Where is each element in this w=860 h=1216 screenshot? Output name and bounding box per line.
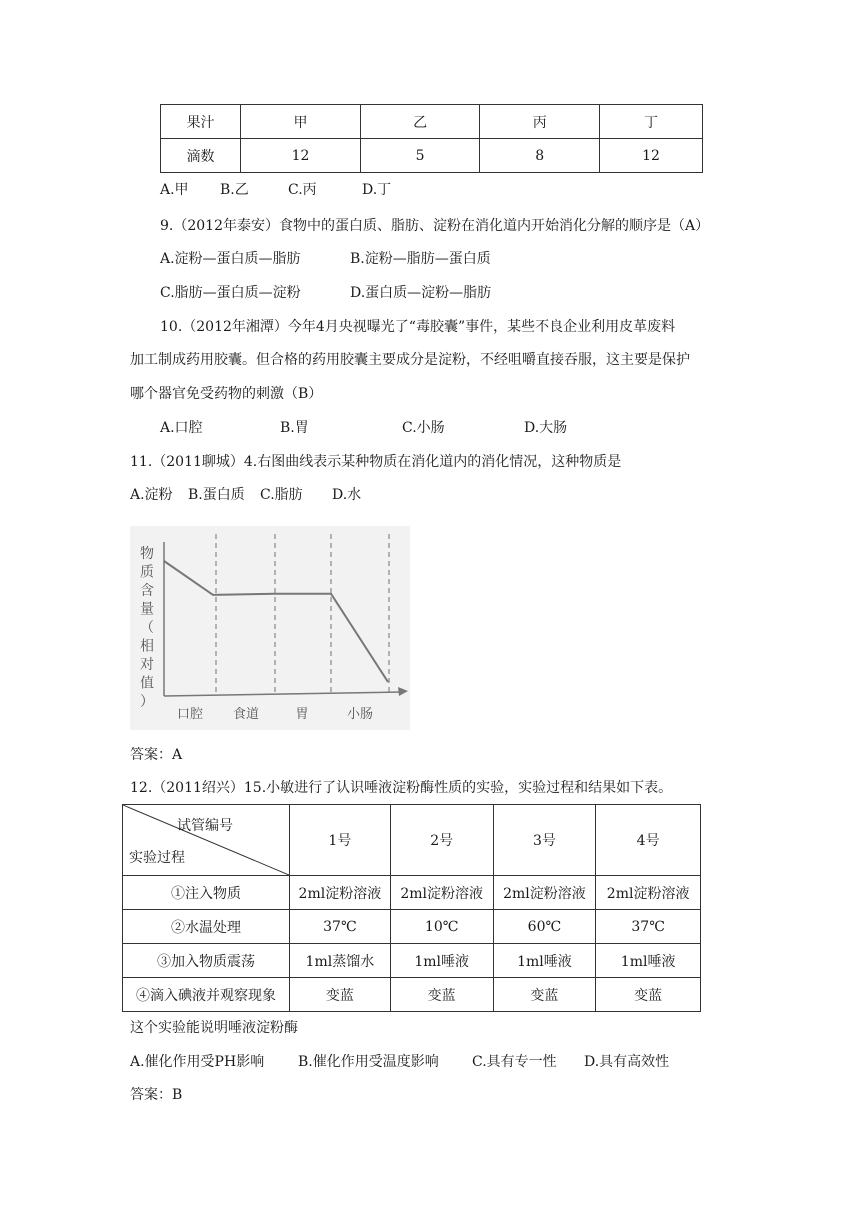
x-tick-labels — [177, 707, 373, 722]
table-cell: 2ml淀粉溶液 — [493, 876, 596, 910]
q12-options — [130, 1052, 669, 1072]
x-tick-label: 胃 — [295, 707, 309, 722]
q8-options — [160, 180, 391, 200]
option: D.水 — [332, 487, 362, 503]
table-cell: 滴数 — [161, 139, 241, 173]
option: D.蛋白质—淀粉—脂肪 — [350, 285, 492, 301]
option: A.口腔 — [160, 420, 203, 436]
digestion-curve-svg — [130, 526, 410, 730]
table-cell: 乙 — [360, 105, 480, 139]
table-cell: 1ml唾液 — [390, 944, 493, 978]
table-cell: 1ml唾液 — [493, 944, 596, 978]
region-dividers — [216, 534, 389, 696]
column-header: 1号 — [290, 805, 391, 876]
table-cell: 变蓝 — [596, 978, 701, 1012]
x-axis-arrow — [398, 687, 408, 696]
x-tick-label: 口腔 — [176, 707, 204, 722]
option: B.淀粉—脂肪—蛋白质 — [350, 251, 491, 267]
option: B.乙 — [220, 182, 249, 198]
table-cell: 甲 — [241, 105, 361, 139]
y-axis-label-text: 物质含量（相对值） — [140, 546, 154, 710]
table-cell: 2ml淀粉溶液 — [390, 876, 493, 910]
option: C.脂肪 — [260, 487, 303, 503]
q9-options-row1 — [160, 249, 491, 269]
x-tick-label: 小肠 — [346, 707, 374, 722]
option: C.小肠 — [402, 420, 445, 436]
table-cell: 1ml蒸馏水 — [290, 944, 391, 978]
table-cell: 丁 — [600, 105, 703, 139]
option: D.大肠 — [524, 420, 568, 436]
x-axis — [164, 692, 402, 696]
x-tick-label: 食道 — [232, 707, 260, 722]
option: D.具有高效性 — [584, 1054, 670, 1070]
row-label: ④滴入碘液并观察现象 — [123, 978, 290, 1012]
table-cell: 丙 — [480, 105, 600, 139]
table-cell: 2ml淀粉溶液 — [290, 876, 391, 910]
column-header: 4号 — [596, 805, 701, 876]
table-cell: 37℃ — [290, 910, 391, 944]
column-header: 2号 — [390, 805, 493, 876]
q9-options-row2 — [160, 283, 491, 303]
row-label: ②水温处理 — [123, 910, 290, 944]
corner-top-label: 试管编号 — [177, 818, 233, 834]
option: A.甲 — [160, 182, 189, 198]
option: B.胃 — [280, 420, 309, 436]
option: B.蛋白质 — [188, 487, 245, 503]
table-cell: 2ml淀粉溶液 — [596, 876, 701, 910]
q12-answer: 答案：B — [130, 1087, 183, 1103]
table-cell: 37℃ — [596, 910, 701, 944]
q10-options — [160, 418, 567, 438]
option: C.脂肪—蛋白质—淀粉 — [160, 285, 301, 301]
option: C.具有专一性 — [472, 1054, 557, 1070]
row-label: ①注入物质 — [123, 876, 290, 910]
digestion-curve-chart — [130, 526, 410, 730]
q12-conclusion: 这个实验能说明唾液淀粉酶 — [130, 1020, 298, 1036]
table-cell: 12 — [241, 139, 361, 173]
column-header: 3号 — [493, 805, 596, 876]
q11-options — [130, 485, 361, 505]
table-cell: 12 — [600, 139, 703, 173]
table-cell: 变蓝 — [493, 978, 596, 1012]
table-cell: 变蓝 — [390, 978, 493, 1012]
table-cell: 60℃ — [493, 910, 596, 944]
table-cell: 8 — [480, 139, 600, 173]
row-label: ③加入物质震荡 — [123, 944, 290, 978]
q10-line3: 哪个器官免受药物的刺激（B） — [130, 386, 323, 402]
option: C.丙 — [288, 182, 317, 198]
option: D.丁 — [362, 182, 392, 198]
experiment-table — [122, 804, 701, 1012]
option: A.催化作用受PH影响 — [130, 1054, 265, 1070]
option: B.催化作用受温度影响 — [298, 1054, 439, 1070]
q11-stem: 11.（2011聊城）4.右图曲线表示某种物质在消化道内的消化情况，这种物质是 — [130, 454, 622, 470]
juice-drops-table — [160, 104, 703, 173]
table-cell: 1ml唾液 — [596, 944, 701, 978]
series-line — [164, 561, 388, 682]
q10-line2: 加工制成药用胶囊。但合格的药用胶囊主要成分是淀粉，不经咀嚼直接吞服，这主要是保护 — [130, 352, 690, 368]
diagonal-header-cell — [123, 805, 290, 876]
table-cell: 10℃ — [390, 910, 493, 944]
table-cell: 5 — [360, 139, 480, 173]
table-cell: 果汁 — [161, 105, 241, 139]
y-axis-label — [140, 545, 154, 710]
q11-answer: 答案：A — [130, 747, 183, 763]
q12-stem: 12.（2011绍兴）15.小敏进行了认识唾液淀粉酶性质的实验，实验过程和结果如下表。 — [130, 780, 673, 796]
corner-bottom-label: 实验过程 — [129, 850, 185, 866]
q9-stem: 9.（2012年泰安）食物中的蛋白质、脂肪、淀粉在消化道内开始消化分解的顺序是（A） — [160, 218, 710, 234]
table-cell: 变蓝 — [290, 978, 391, 1012]
q10-line1: 10.（2012年湘潭）今年4月央视曝光了“毒胶囊”事件，某些不良企业利用皮革废料 — [160, 319, 676, 335]
option: A.淀粉 — [130, 487, 173, 503]
option: A.淀粉—蛋白质—脂肪 — [160, 251, 301, 267]
